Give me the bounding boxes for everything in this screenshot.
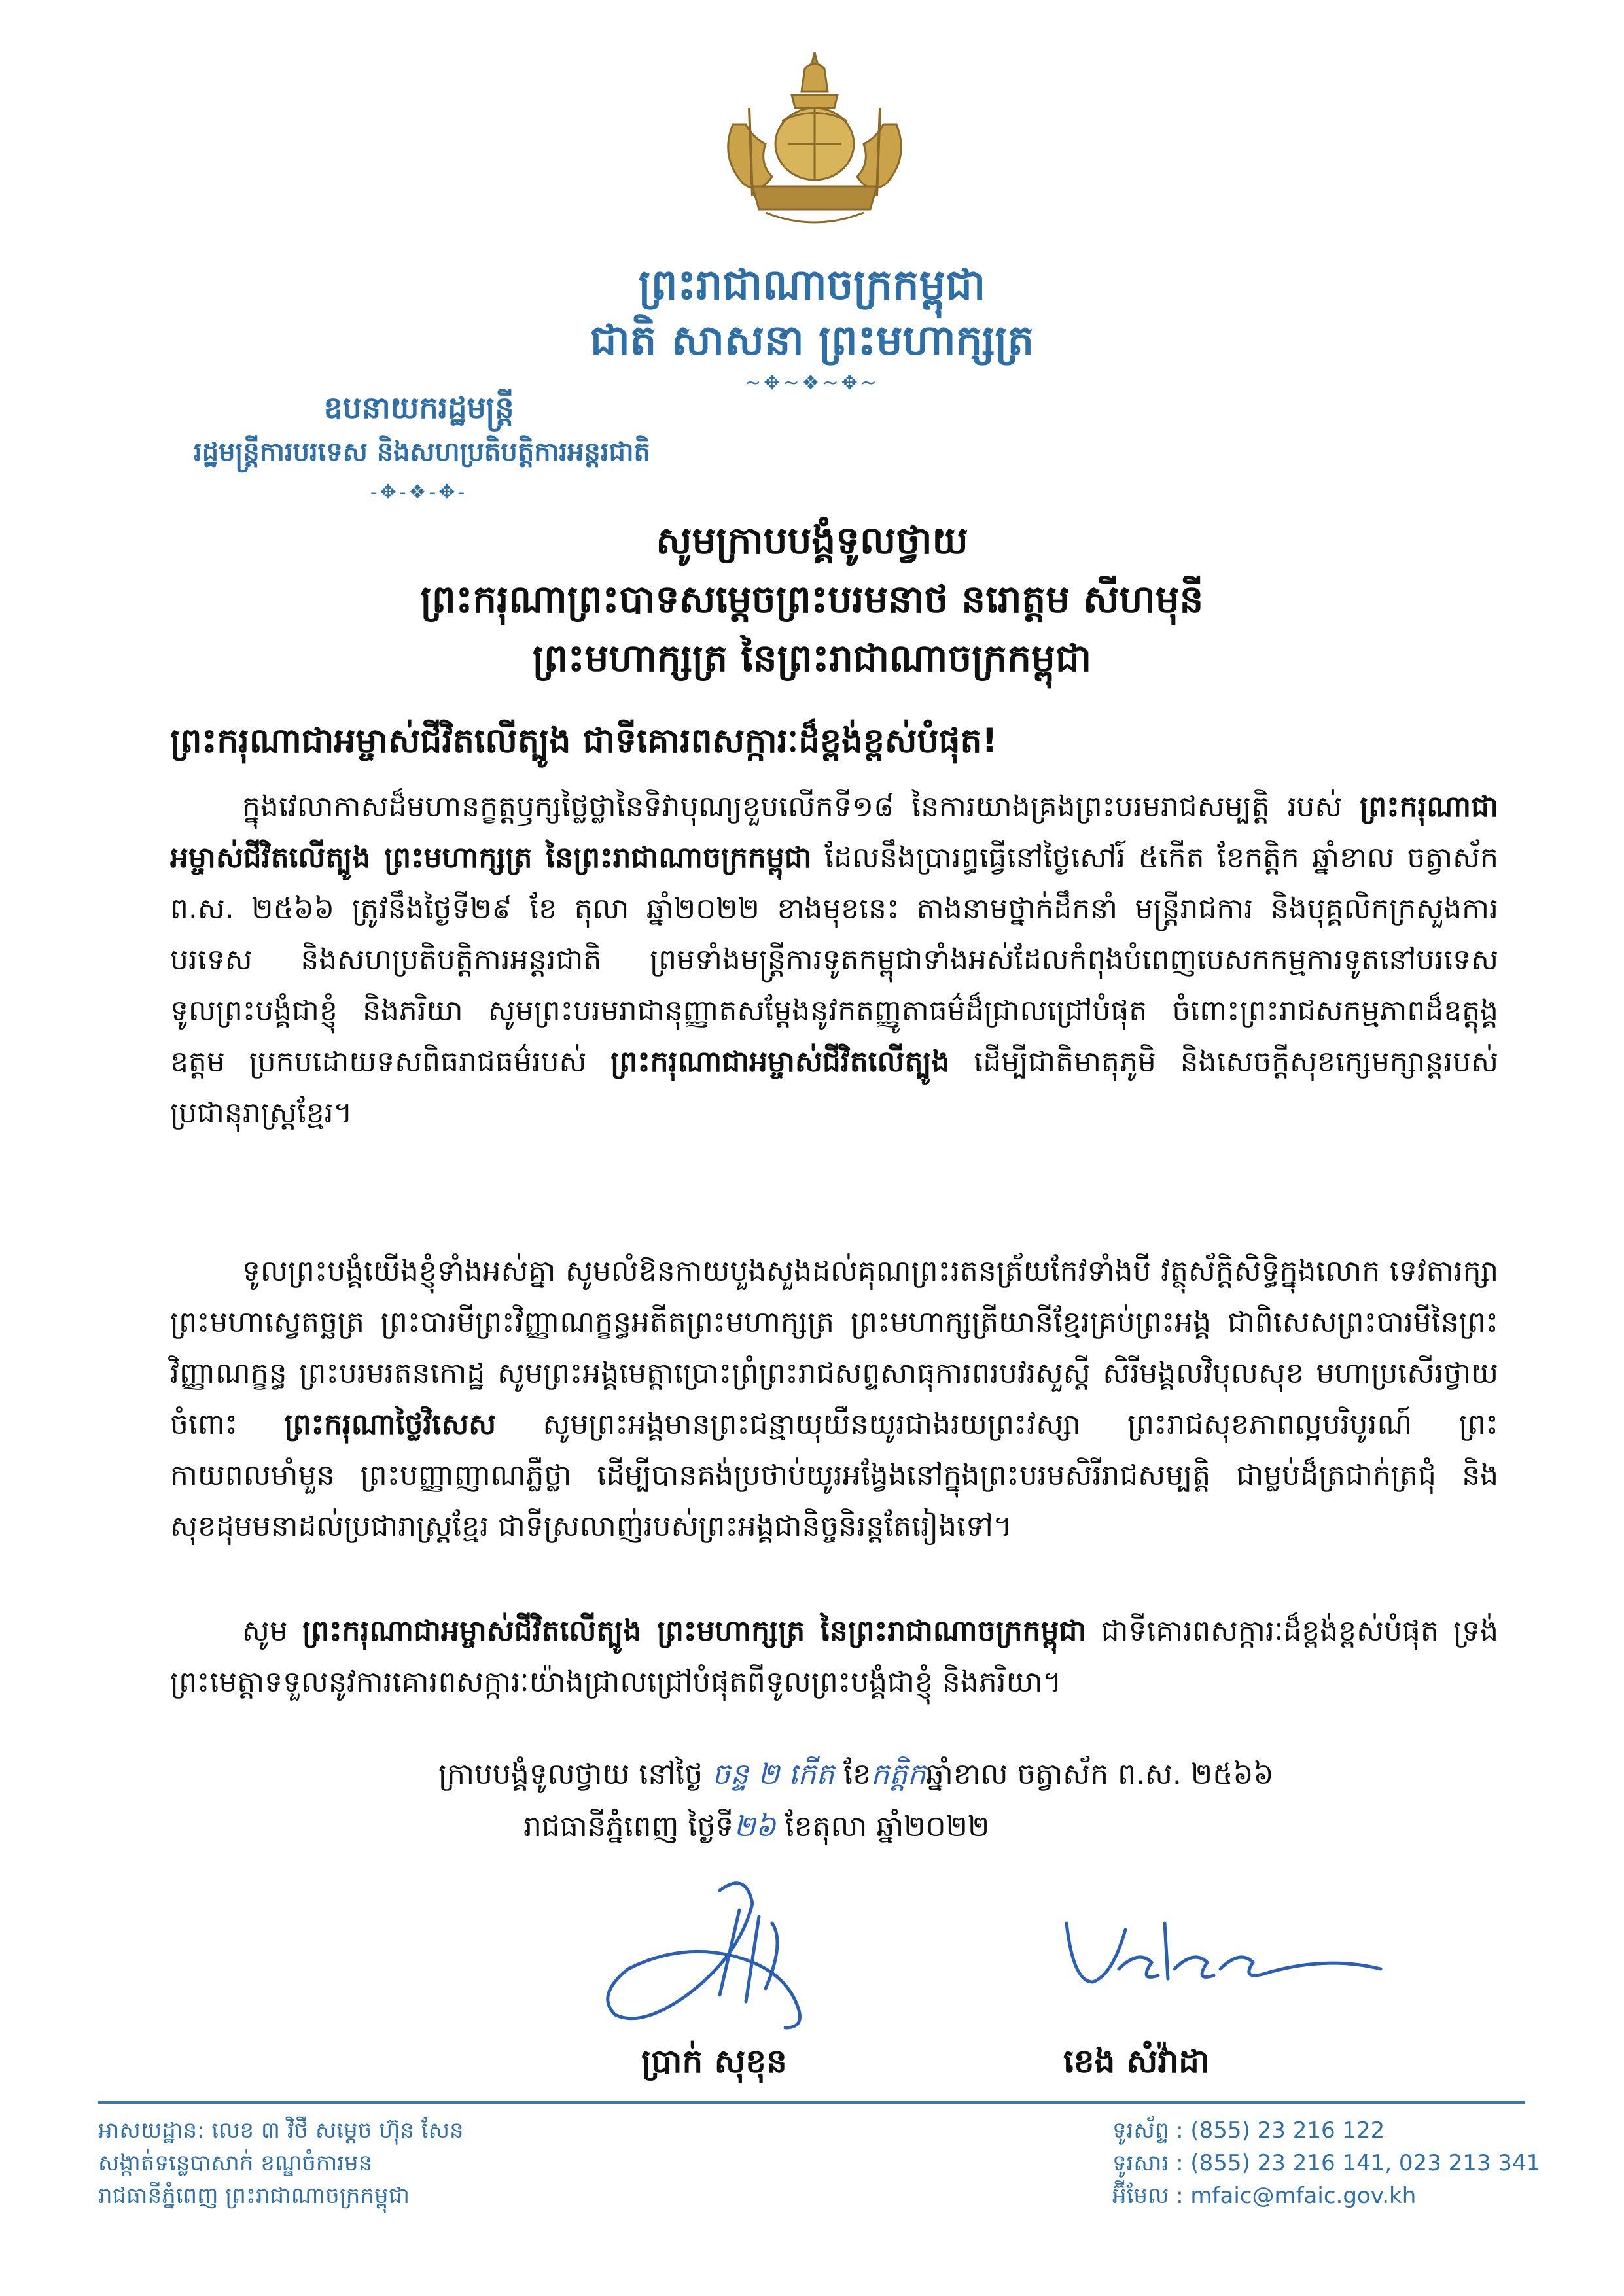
national-motto: ជាតិ សាសនា ព្រះមហាក្សត្រ (590, 317, 1034, 365)
address-line-b: សង្កាត់ទន្លេបាសាក់ ខណ្ឌចំការមន (98, 2150, 373, 2176)
address-line-2: ព្រះករុណាព្រះបាទសម្តេចព្រះបរមនាថ នរោត្តម សីហមុនី (420, 577, 1204, 621)
footer-contacts (1112, 2114, 1570, 2212)
ministry-name: រដ្ឋមន្ត្រីការបរទេស និងសហប្រតិបត្តិការអន្តរជាតិ (194, 437, 650, 467)
phone-label: ទូរស័ព្ទ : (1112, 2117, 1184, 2144)
p3-text-c: ជាទីគោរពសក្ការៈដ៏ខ្ពង់ខ្ពស់បំផុត ទ្រង់ព្រះមេត្តាទទួលនូវការគោរពសក្ការៈយ៉ាងជ្រាលជ្រៅបំផុតពីទូលព្រះបង្គំជាខ្ញុំ និងភរិយា។ (170, 1614, 1499, 1699)
ornament-divider: ~✥~❖~✥~ (745, 372, 879, 394)
handwritten-date: ២៦ (733, 1810, 776, 1843)
signature-2-icon (1053, 1910, 1394, 2002)
p3-text-a: សូម (242, 1614, 303, 1648)
dateline-1 (438, 1756, 1511, 1798)
minister-title: ឧបនាយករដ្ឋមន្ត្រី (323, 390, 514, 425)
address-line-1: សូមក្រាបបង្គំទូលថ្វាយ (656, 518, 968, 563)
address-line-c: រាជធានីភ្នំពេញ ព្រះរាជាណាចក្រកម្ពុជា (98, 2183, 410, 2209)
address-line-3: ព្រះមហាក្សត្រ នៃព្រះរាជាណាចក្រកម្ពុជា (532, 636, 1092, 680)
kingdom-title: ព្រះរាជាណាចក្រកម្ពុជា (638, 261, 986, 309)
p2-text-a: ទូលព្រះបង្គំយើងខ្ញុំទាំងអស់គ្នា សូមលំឱនកាយបួងសួងដល់គុណព្រះរតនត្រ័យកែវទាំងបី វត្ថុស័ក្តិសិទ្ធិក្នុងលោក ទេវតារក្សាព្រះមហាស្វេតច្ឆត្រ ព្រះបារមីព្រះវិញ្ញាណក្ខន្ធអតីតព្រះមហាក្សត្រ ព្រះមហាក្សត្រីយានីខ្មែរគ្រប់ព្រះអង្គ ជាពិសេសព្រះបារមីនៃព្រះវិញ្ញាណក្ខន្ធ ព្រះបរមរតនកោដ្ឋ សូមព្រះអង្គមេត្តាប្រោះព្រំព្រះរាជសព្ទសាធុការពរបវរសួស្តី សិរីមង្គលវិបុលសុខ មហាប្រសើរថ្វាយចំពោះ (170, 1255, 1498, 1441)
fax-label: ទូរសារ : (1112, 2150, 1184, 2176)
dateline-2 (523, 1809, 1439, 1851)
handwritten-day: ចន្ទ ២ កើត (712, 1758, 835, 1791)
footer-divider (98, 2101, 1525, 2104)
fax-value: (855) 23 216 141, 023 213 341 (1190, 2150, 1541, 2176)
dateline-2-prefix: រាជធានីភ្នំពេញ ថ្ងៃទី (523, 1810, 734, 1843)
dateline-1-suffix: ឆ្នាំខាល ចត្វាស័ក ព.ស. ២៥៦៦ (925, 1758, 1274, 1791)
email-link[interactable]: mfaic@mfaic.gov.kh (1190, 2183, 1417, 2209)
handwritten-month: កត្តិក (871, 1758, 926, 1791)
signatory-2-name: ខេង សំវ៉ាដា (1063, 2042, 1210, 2080)
signature-1-icon (589, 1864, 864, 2047)
signatory-1-name: ប្រាក់ សុខុន (641, 2042, 787, 2080)
ornament-divider-small: -✥-❖-✥- (370, 481, 468, 504)
email-label: អ៊ីមែល : (1112, 2183, 1184, 2209)
phone-value: (855) 23 216 122 (1190, 2117, 1385, 2144)
address-label: អាសយដ្ឋាន: (98, 2117, 205, 2144)
p1-text-b: ព្រះករុណាជាអម្ចាស់ជីវិតលើត្បូង ព្រះមហាក្សត្រ នៃព្រះរាជាណាចក្រកម្ពុជា (170, 790, 1498, 875)
p2-text-b: ព្រះករុណាថ្លៃវិសេស (284, 1408, 497, 1441)
dateline-1-month-prefix: ខែ (834, 1758, 872, 1791)
dateline-2-suffix: ខែតុលា ឆ្នាំ២០២២ (775, 1810, 990, 1843)
p1-text-e: ដើម្បីជាតិមាតុភូមិ និងសេចក្តីសុខក្សេមក្សាន្តរបស់ប្រជានុរាស្ត្រខ្មែរ។ (170, 1045, 1498, 1130)
royal-emblem-icon (713, 46, 916, 242)
p3-text-b: ព្រះករុណាជាអម្ចាស់ជីវិតលើត្បូង ព្រះមហាក្សត្រ នៃព្រះរាជាណាចក្រកម្ពុជា (302, 1614, 1087, 1648)
p1-text-d: ព្រះករុណាជាអម្ចាស់ជីវិតលើត្បូង (610, 1045, 950, 1079)
p2-text-c: សូមព្រះអង្គមានព្រះជន្មាយុយឺនយូរជាងរយព្រះវស្សា ព្រះរាជសុខភាពល្អបរិបូរណ៍ ព្រះកាយពលមាំមួន ព្រះបញ្ញាញាណភ្លឺថ្លា ដើម្បីបានគង់ប្រថាប់យូរអង្វែងនៅក្នុងព្រះបរមសិរីរាជសម្បត្តិ ជាម្លប់ដ៏ត្រជាក់ត្រជុំ និងសុខដុមមនាដល់ប្រជារាស្ត្រខ្មែរ ជាទីស្រលាញ់របស់ព្រះអង្គជានិច្ចនិរន្តតែរៀងទៅ។ (170, 1408, 1498, 1543)
salutation: ព្រះករុណាជាអម្ចាស់ជីវិតលើត្បូង ជាទីគោរពសក្ការៈដ៏ខ្ពង់ខ្ពស់បំផុត! (170, 722, 998, 761)
paragraph-1 (170, 782, 1498, 1139)
footer-address (98, 2114, 818, 2212)
paragraph-3 (170, 1606, 1498, 1708)
paragraph-2 (170, 1246, 1498, 1552)
address-line-a: លេខ ៣ វិថី សម្តេច ហ៊ុន សែន (211, 2117, 464, 2144)
dateline-1-prefix: ក្រាបបង្គំទូលថ្វាយ នៅថ្ងៃ (438, 1758, 703, 1791)
p1-text-a: ក្នុងវេលាកាសដ៏មហានក្ខត្តឫក្សថ្លៃថ្លានៃទិវាបុណ្យខួបលើកទី១៨ នៃការយាងគ្រងព្រះបរមរាជសម្បត្តិ របស់ (242, 790, 1360, 824)
p1-text-c: ដែលនឹងប្រារព្ធធ្វើនៅថ្ងៃសៅរ៍ ៥កើត ខែកត្តិក ឆ្នាំខាល ចត្វាស័ក ព.ស. ២៥៦៦ ត្រូវនឹងថ្ងៃទី២៩ ខែ តុលា ឆ្នាំ២០២២ ខាងមុខនេះ តាងនាមថ្នាក់ដឹកនាំ មន្ត្រីរាជការ និងបុគ្គលិកក្រសួងការបរទេស និងសហប្រតិបត្តិការអន្តរជាតិ ព្រមទាំងមន្ត្រីការទូតកម្ពុជាទាំងអស់ដែលកំពុងបំពេញបេសកកម្មការទូតនៅបរទេស ទូលព្រះបង្គំជាខ្ញុំ និងភរិយា សូមព្រះបរមរាជានុញ្ញាតសម្តែងនូវកតញ្ញូតាធម៌ដ៏ជ្រាលជ្រៅបំផុត ចំពោះព្រះរាជសកម្មភាពដ៏ឧត្តុង្គឧត្តម ប្រកបដោយទសពិធរាជធម៌របស់ (170, 841, 1499, 1079)
